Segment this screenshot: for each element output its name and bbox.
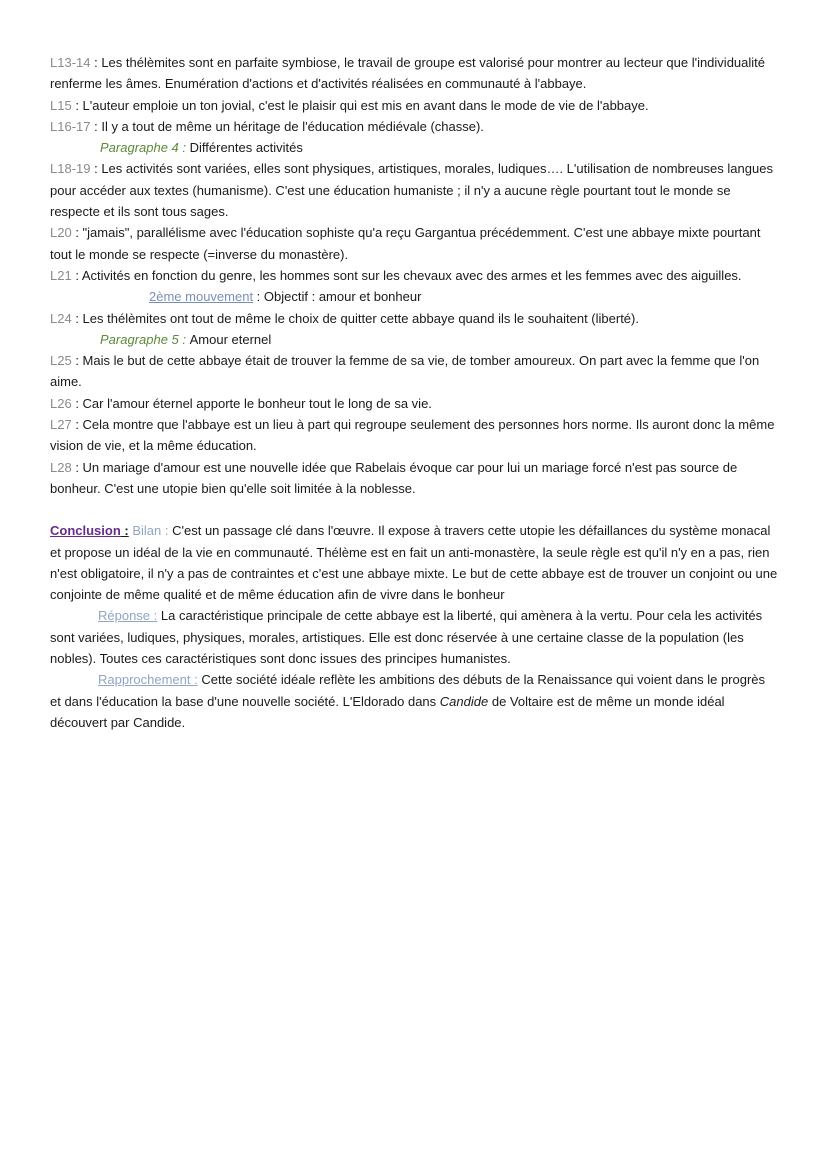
line-l24: L24 : Les thélèmites ont tout de même le choix de quitter cette abbaye quand ils le souhaitent (liberté). <box>50 310 639 326</box>
movement-title: Objectif : amour et bonheur <box>263 289 422 305</box>
paragraph-title: Amour eternel <box>189 331 272 347</box>
line-text: Car l'amour éternel apporte le bonheur tout le long de sa vie. <box>82 395 432 411</box>
book-title: Candide <box>439 693 489 709</box>
line-l20: L20 : "jamais", parallélisme avec l'éducation sophiste qu'a reçu Gargantua précédemment. C'est une abbaye mixte pourtant tout le monde se respecte (=inverse du monastère). <box>50 225 761 262</box>
line-ref: L28 <box>50 459 72 475</box>
bilan-text: C'est un passage clé dans l'œuvre. Il expose à travers cette utopie les défaillances du système monacal et propose un idéal de la vie en communauté. Thélème est en fait un anti-monastère, la seule règle est qu'il n'y en a pas, rien n'est obligatoire, il n'y a pas de contraintes et c'est une abbaye mixte. Le but de cette abbaye est de trouver un conjoint ou une conjointe de même qualité et de même éducation afin de vivre dans le bonheur <box>50 523 778 603</box>
paragraph-title: Différentes activités <box>189 140 303 156</box>
line-ref: L27 <box>50 417 72 433</box>
rapprochement-text: Cette société idéale reflète les ambitions des débuts de la Renaissance qui voient dans le progrès et dans l'éducation la base d'une nouvelle société. L'Eldorado dans <box>50 672 766 709</box>
reponse-label: Réponse : <box>98 608 158 624</box>
line-ref: L21 <box>50 267 72 283</box>
line-l25: L25 : Mais le but de cette abbaye était de trouver la femme de sa vie, de tomber amoureux. On part avec la femme que l'on aime. <box>50 353 760 390</box>
rapprochement-label: Rapprochement : <box>98 672 198 688</box>
line-text: Activités en fonction du genre, les hommes sont sur les chevaux avec des armes et les femmes avec des aiguilles. <box>81 267 742 283</box>
conclusion-bilan: Conclusion : Bilan : C'est un passage clé dans l'œuvre. Il expose à travers cette utopie les défaillances du système monacal et propose un idéal de la vie en communauté. Thélème est en fait un anti-monastère, la seule règle est qu'il n'y en a pas, rien n'est obligatoire, il n'y a pas de contraintes et c'est une abbaye mixte. Le but de cette abbaye est de trouver un conjoint ou une conjointe de même qualité et de même éducation afin de vivre dans le bonheur <box>50 523 778 603</box>
line-l15: L15 : L'auteur emploie un ton jovial, c'est le plaisir qui est mis en avant dans le mode de vie de l'abbaye. <box>50 97 649 113</box>
paragraph-5-heading: Paragraphe 5 : Amour eternel <box>100 331 272 347</box>
line-text: Un mariage d'amour est une nouvelle idée que Rabelais évoque car pour lui un mariage forcé n'est pas source de bonheur. C'est une utopie bien qu'elle soit limitée à la noblesse. <box>50 459 738 496</box>
movement-2-heading: 2ème mouvement : Objectif : amour et bonheur <box>149 289 422 305</box>
line-l18-19: L18-19 : Les activités sont variées, elles sont physiques, artistiques, morales, ludiques…. L'utilisation de nombreuses langues pour accéder aux textes (humanisme). C'est une éducation humaniste ; il n'y a aucune règle pourtant tout le monde se respecte et ils sont tous sages. <box>50 161 773 220</box>
line-text: L'auteur emploie un ton jovial, c'est le plaisir qui est mis en avant dans le mode de vie de l'abbaye. <box>82 97 649 113</box>
line-l16-17: L16-17 : Il y a tout de même un héritage de l'éducation médiévale (chasse). <box>50 118 484 134</box>
line-ref: L24 <box>50 310 72 326</box>
rapprochement-text-end: de Voltaire est de même un monde idéal découvert par Candide. <box>50 693 725 730</box>
reponse-text: La caractéristique principale de cette abbaye est la liberté, qui amènera à la vertu. Pour cela les activités sont variées, ludiques, physiques, morales, artistiques. Elle est donc réservée à une certaine classe de la population (les nobles). Toutes ces caractéristiques sont donc issues des principes humanistes. <box>50 608 763 667</box>
line-text: Les thélèmites ont tout de même le choix de quitter cette abbaye quand ils le souhaitent (liberté). <box>82 310 639 326</box>
line-ref: L20 <box>50 225 72 241</box>
line-l26: L26 : Car l'amour éternel apporte le bonheur tout le long de sa vie. <box>50 395 432 411</box>
line-ref: L13-14 <box>50 55 91 70</box>
line-ref: L15 <box>50 97 72 113</box>
conclusion-heading: Conclusion <box>50 523 121 539</box>
line-l13-14: L13-14 : Les thélèmites sont en parfaite symbiose, le travail de groupe est valorisé pour montrer au lecteur que l'individualité renferme les âmes. Enumération d'actions et d'activités réalisées en communauté à l'abbaye. <box>50 55 766 92</box>
movement-label: 2ème mouvement <box>149 289 254 305</box>
paragraph-4-heading: Paragraphe 4 : Différentes activités <box>100 140 303 156</box>
line-text: Cela montre que l'abbaye est un lieu à part qui regroupe seulement des personnes hors norme. Ils auront donc la même vision de vie, et la même éducation. <box>50 417 775 454</box>
line-l21: L21 : Activités en fonction du genre, les hommes sont sur les chevaux avec des armes et les femmes avec des aiguilles. <box>50 267 742 283</box>
section-spacer <box>50 499 778 520</box>
line-ref: L16-17 <box>50 118 91 134</box>
line-text: Il y a tout de même un héritage de l'éducation médiévale (chasse). <box>101 118 484 134</box>
conclusion-reponse <box>50 605 778 669</box>
line-ref: L25 <box>50 353 72 369</box>
line-ref: L18-19 <box>50 161 91 177</box>
paragraph-label: Paragraphe 4 <box>100 140 179 156</box>
line-l28: L28 : Un mariage d'amour est une nouvelle idée que Rabelais évoque car pour lui un mariage forcé n'est pas source de bonheur. C'est une utopie bien qu'elle soit limitée à la noblesse. <box>50 459 738 496</box>
line-l27: L27 : Cela montre que l'abbaye est un lieu à part qui regroupe seulement des personnes hors norme. Ils auront donc la même vision de vie, et la même éducation. <box>50 417 775 454</box>
paragraph-label: Paragraphe 5 <box>100 331 179 347</box>
conclusion-rapprochement <box>50 669 778 733</box>
bilan-label: Bilan : <box>132 523 169 539</box>
line-text: Les thélèmites sont en parfaite symbiose, le travail de groupe est valorisé pour montrer au lecteur que l'individualité renferme les âmes. Enumération d'actions et d'activités réalisées en communauté à l'abbaye. <box>50 55 766 92</box>
line-text: "jamais", parallélisme avec l'éducation sophiste qu'a reçu Gargantua précédemment. C'est une abbaye mixte pourtant tout le monde se respecte (=inverse du monastère). <box>50 225 761 262</box>
line-text: Mais le but de cette abbaye était de trouver la femme de sa vie, de tomber amoureux. On part avec la femme que l'on aime. <box>50 353 760 390</box>
line-text: Les activités sont variées, elles sont physiques, artistiques, morales, ludiques…. L'utilisation de nombreuses langues pour accéder aux textes (humanisme). C'est une éducation humaniste ; il n'y a aucune règle pourtant tout le monde se respecte et ils sont tous sages. <box>50 161 773 220</box>
line-ref: L26 <box>50 395 72 411</box>
